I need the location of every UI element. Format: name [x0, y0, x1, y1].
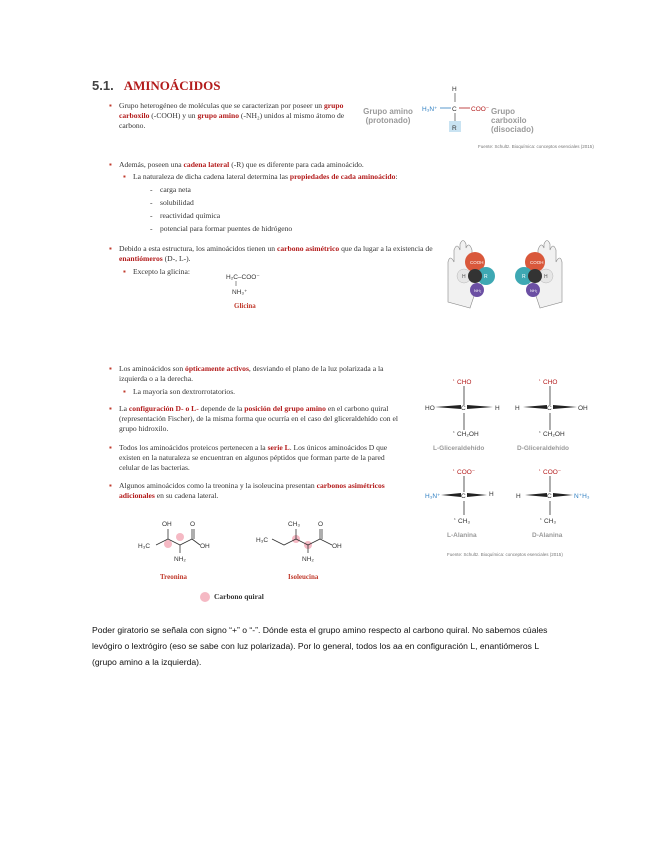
sub-bullet-dextro: ▪ La mayoría son dextrorrotatorios. — [123, 387, 236, 396]
section-title — [92, 78, 220, 94]
svg-text:¹: ¹ — [453, 468, 455, 473]
svg-text:¹: ¹ — [453, 378, 455, 383]
svg-text:OH: OH — [200, 543, 210, 550]
svg-text:³: ³ — [540, 517, 542, 522]
list-item: - carga neta — [150, 185, 191, 194]
threonine-isoleucine-structures — [138, 515, 358, 587]
label-l-alanine: L-Alanina — [447, 532, 477, 539]
svg-text:C: C — [547, 405, 552, 412]
fischer-d-glyceraldehyde — [515, 378, 588, 452]
bullet-definition: ▪ Grupo heterogéneo de moléculas que se caracterizan por poseer un grupo carboxilo (-COOH) y un grupo amino (-NH₂) unidos al mismo átomo de carbono. — [109, 101, 345, 130]
chiral-legend-swatch — [200, 592, 210, 602]
svg-text:C: C — [461, 493, 466, 500]
svg-text:CH₃: CH₃ — [288, 521, 301, 528]
label-amino-group: Grupo amino (protonado) — [363, 107, 413, 125]
svg-text:¹: ¹ — [539, 378, 541, 383]
svg-text:H₃N⁺: H₃N⁺ — [425, 493, 441, 500]
svg-text:H: H — [515, 405, 520, 412]
svg-text:CH₂OH: CH₂OH — [457, 431, 479, 438]
chirality-hands-illustration — [440, 232, 570, 312]
hand-right-nh2: NH₂ — [530, 288, 538, 293]
svg-text:O: O — [190, 521, 196, 528]
svg-text:CHO: CHO — [457, 379, 472, 386]
svg-text:CH₂OH: CH₂OH — [543, 431, 565, 438]
threonine-structure — [138, 521, 210, 581]
glycine-top: H₂C–COO⁻ — [226, 274, 260, 281]
svg-text:COO⁻: COO⁻ — [457, 469, 476, 476]
bullet-additional-chiral: ▪ Algunos aminoácidos como la treonina y la isoleucina presentan carbonos asimétricos adicionales en su cadena lateral. — [109, 481, 385, 500]
bullet-optical-activity: ▪ Los aminoácidos son ópticamente activos, desviando el plano de la luz polarizada a la izquierda o a la derecha. — [109, 364, 384, 383]
handwritten-note: Poder giratorio se señala con signo “+” o “-”. Dónde esta el grupo amino respecto al carbono quiral. No sabemos cúales levógiro o lextrógiro (eso se sabe con luz polarizada). Por lo general, todos los aa en configuración L, enantiómeros L (grupo amino a la izquierda). — [92, 625, 548, 667]
struct-h: H — [452, 86, 457, 93]
section-title-text: AMINOÁCIDOS — [123, 78, 221, 93]
hand-left-nh2: NH₂ — [474, 288, 482, 293]
glycine-bottom: NH₃⁺ — [232, 289, 248, 296]
svg-text:³: ³ — [454, 517, 456, 522]
hand-left-h: H — [462, 274, 466, 280]
glycine-structure — [222, 270, 282, 312]
svg-text:CH₃: CH₃ — [458, 518, 471, 525]
svg-text:O: O — [318, 521, 324, 528]
struct-nh3: H₃N⁺ — [422, 106, 438, 113]
svg-text:H₃C: H₃C — [138, 543, 151, 550]
bullet-l-series: ▪ Todos los aminoácidos proteicos pertenecen a la serie L. Los únicos aminoácidos D que existen en la naturaleza se encuentran en algunos péptidos que forman parte de la pared celular de las bacterias. — [109, 443, 388, 472]
fischer-projections — [425, 372, 590, 562]
svg-text:¹: ¹ — [539, 468, 541, 473]
svg-text:COO⁻: COO⁻ — [543, 469, 562, 476]
svg-text:OH: OH — [578, 405, 588, 412]
bullet-configuration: ▪ La configuración D- o L- depende de la posición del grupo amino en el carbono quiral (representación Fischer), de la misma forma que ocurría en el caso del gliceraldehído con el grupo hidroxilo. — [109, 404, 398, 433]
label-d-glyceraldehyde: D-Gliceraldehído — [517, 445, 570, 452]
fischer-l-glyceraldehyde — [425, 378, 500, 452]
svg-text:NH₂: NH₂ — [302, 556, 314, 563]
amino-acid-structure — [418, 82, 493, 142]
label-d-alanine: D-Alanina — [532, 532, 563, 539]
svg-text:³: ³ — [539, 430, 541, 435]
svg-text:HO: HO — [425, 405, 435, 412]
hand-right-r: R — [522, 274, 526, 280]
svg-text:OH: OH — [332, 543, 342, 550]
source-citation-1: Fuente: Schultz. Bioquímica: conceptos esenciales (2015) — [478, 144, 594, 149]
label-l-glyceraldehyde: L-Gliceraldehído — [433, 445, 485, 452]
svg-text:N⁺H₃: N⁺H₃ — [574, 493, 590, 500]
source-citation-2: Fuente: Schultz. Bioquímica: conceptos esenciales (2015) — [447, 552, 563, 557]
struct-coo: COO⁻ — [471, 106, 490, 113]
svg-text:C: C — [461, 405, 466, 412]
sub-bullet-glycine: ▪ Excepto la glicina: — [123, 267, 190, 276]
struct-r: R — [452, 125, 457, 132]
sub-bullet-properties: ▪ La naturaleza de dicha cadena lateral determina las propiedades de cada aminoácido: — [123, 172, 398, 181]
fischer-l-alanine — [425, 468, 494, 539]
svg-text:H₃C: H₃C — [256, 537, 269, 544]
svg-text:OH: OH — [162, 521, 172, 528]
hand-right-h: H — [544, 274, 548, 280]
hand-right-cooh: COOH — [530, 260, 544, 265]
fischer-d-alanine — [516, 468, 590, 539]
svg-text:H: H — [516, 493, 521, 500]
svg-text:C: C — [547, 493, 552, 500]
bullet-asymmetric-carbon: ▪ Debido a esta estructura, los aminoácidos tienen un carbono asimétrico que da lugar a la existencia de enantiómeros (D-, L-). — [109, 244, 433, 263]
struct-c: C — [452, 106, 457, 113]
hand-left-cooh: COOH — [470, 260, 484, 265]
list-item: - solubilidad — [150, 198, 194, 207]
chiral-legend-label: Carbono quiral — [214, 592, 264, 601]
svg-text:CHO: CHO — [543, 379, 558, 386]
svg-text:H: H — [495, 405, 500, 412]
list-item: - reactividad química — [150, 211, 221, 220]
isoleucine-label: Isoleucina — [288, 573, 319, 581]
hand-left-r: R — [484, 274, 488, 280]
bullet-side-chain: ▪ Además, poseen una cadena lateral (-R) que es diferente para cada aminoácido. — [109, 160, 364, 169]
svg-text:³: ³ — [453, 430, 455, 435]
glycine-label: Glicina — [234, 302, 256, 310]
threonine-label: Treonina — [160, 573, 187, 581]
property-list — [150, 185, 360, 234]
section-number: 5.1. — [92, 78, 114, 93]
svg-text:CH₃: CH₃ — [544, 518, 557, 525]
svg-text:H: H — [489, 491, 494, 498]
isoleucine-structure — [256, 521, 342, 581]
label-carboxyl-group: Grupo carboxilo (disociado) — [491, 107, 534, 134]
list-item: - potencial para formar puentes de hidrógeno — [150, 224, 293, 233]
svg-text:NH₂: NH₂ — [174, 556, 186, 563]
